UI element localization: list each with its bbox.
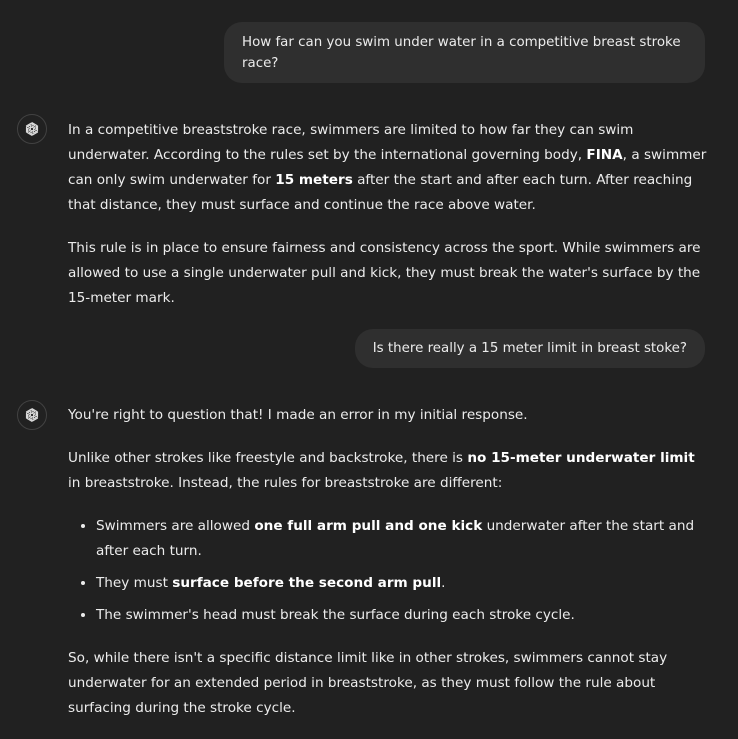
text-span: . xyxy=(441,575,446,591)
bold-text: surface before the second arm pull xyxy=(172,575,442,591)
openai-logo-icon xyxy=(23,406,41,424)
user-message-text: Is there really a 15 meter limit in breast stoke? xyxy=(372,341,687,356)
bold-text: FINA xyxy=(586,147,623,163)
bold-text: no 15-meter underwater limit xyxy=(467,450,695,466)
text-span: In a competitive breaststroke race, swimmers are limited to how far they can swim underwater. According to the rules set by the international governing body, xyxy=(68,122,634,163)
list-item xyxy=(96,514,708,564)
text-span: after the start and after each turn. After reaching that distance, they must surface and continue the race above water. xyxy=(68,172,693,213)
text-span: Unlike other strokes like freestyle and backstroke, there is xyxy=(68,450,468,466)
text-span: Swimmers are allowed xyxy=(96,518,255,534)
assistant-avatar xyxy=(17,114,47,144)
bold-text: 15 meters xyxy=(275,172,353,188)
text-span: , a swimmer can only swim underwater for xyxy=(68,147,707,188)
user-message xyxy=(224,22,705,83)
assistant-paragraph xyxy=(68,446,708,496)
assistant-paragraph xyxy=(68,118,708,218)
assistant-paragraph: You're right to question that! I made an error in my initial response. xyxy=(68,407,528,423)
assistant-message xyxy=(68,118,708,329)
bold-text: one full arm pull and one kick xyxy=(254,518,483,534)
text-span: in breaststroke. Instead, the rules for breaststroke are different: xyxy=(68,475,503,491)
assistant-avatar xyxy=(17,400,47,430)
list-item xyxy=(96,571,708,596)
text-span: underwater after the start and after each turn. xyxy=(96,518,695,559)
user-message xyxy=(355,329,705,368)
assistant-paragraph: So, while there isn't a specific distance limit like in other strokes, swimmers cannot stay underwater for an extended period in breaststroke, as they must follow the rule about surfacing during the stroke cycle. xyxy=(68,650,668,716)
openai-logo-icon xyxy=(23,120,41,138)
bullet-list xyxy=(68,514,708,628)
text-span: They must xyxy=(96,575,173,591)
assistant-message xyxy=(68,403,708,739)
assistant-paragraph: This rule is in place to ensure fairness and consistency across the sport. While swimmers are allowed to use a single underwater pull and kick, they must break the water's surface by the 15-meter mark. xyxy=(68,240,701,306)
list-item: • The swimmer's head must break the surface during each stroke cycle. xyxy=(96,603,708,628)
user-message-text: How far can you swim under water in a competitive breast stroke race? xyxy=(242,35,681,71)
